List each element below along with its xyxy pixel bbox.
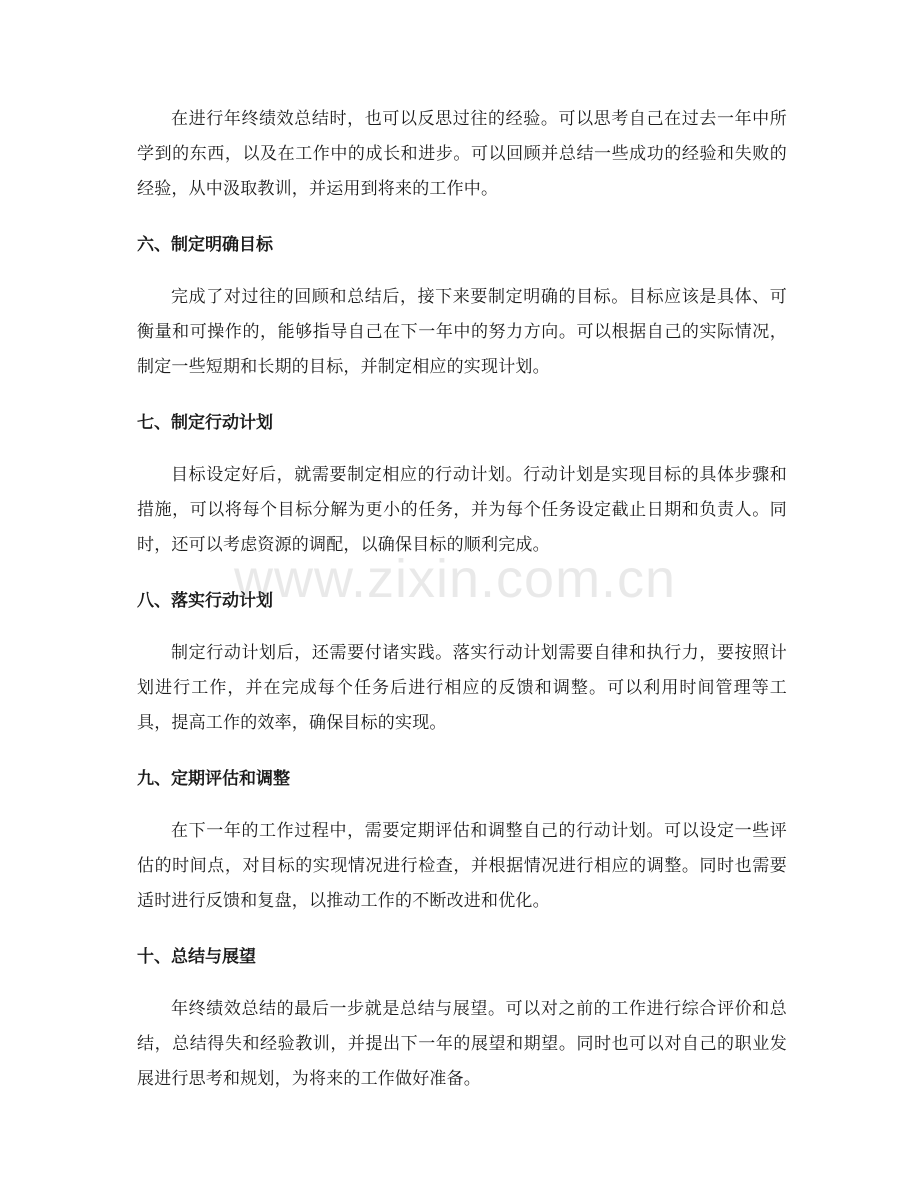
section-6-paragraph: 完成了对过往的回顾和总结后，接下来要制定明确的目标。目标应该是具体、可衡量和可操作的，能够指导自己在下一年中的努力方向。可以根据自己的实际情况，制定一些短期和长期的目标，并制定相应的实现计划。 [137, 287, 787, 377]
section-6-heading: 六、制定明确目标 [137, 235, 273, 255]
section-7-heading: 七、制定行动计划 [137, 413, 273, 433]
watermark: www.zixin.com.cn [234, 549, 677, 609]
section-8-heading: 八、落实行动计划 [137, 591, 273, 611]
section-9-heading: 九、定期评估和调整 [137, 769, 290, 789]
section-9-paragraph: 在下一年的工作过程中，需要定期评估和调整自己的行动计划。可以设定一些评估的时间点，对目标的实现情况进行检查，并根据情况进行相应的调整。同时也需要适时进行反馈和复盘，以推动工作的不断改进和优化。 [137, 821, 787, 911]
document-body [137, 102, 787, 1097]
intro-paragraph: 在进行年终绩效总结时，也可以反思过往的经验。可以思考自己在过去一年中所学到的东西，以及在工作中的成长和进步。可以回顾并总结一些成功的经验和失败的经验，从中汲取教训，并运用到将来的工作中。 [137, 109, 787, 199]
section-10-heading: 十、总结与展望 [137, 947, 256, 967]
section-10-paragraph: 年终绩效总结的最后一步就是总结与展望。可以对之前的工作进行综合评价和总结，总结得失和经验教训，并提出下一年的展望和期望。同时也可以对自己的职业发展进行思考和规划，为将来的工作做好准备。 [137, 999, 787, 1089]
section-8-paragraph: 制定行动计划后，还需要付诸实践。落实行动计划需要自律和执行力，要按照计划进行工作，并在完成每个任务后进行相应的反馈和调整。可以利用时间管理等工具，提高工作的效率，确保目标的实现。 [137, 643, 787, 733]
section-7-paragraph: 目标设定好后，就需要制定相应的行动计划。行动计划是实现目标的具体步骤和措施，可以将每个目标分解为更小的任务，并为每个任务设定截止日期和负责人。同时，还可以考虑资源的调配，以确保目标的顺利完成。 [137, 465, 787, 555]
